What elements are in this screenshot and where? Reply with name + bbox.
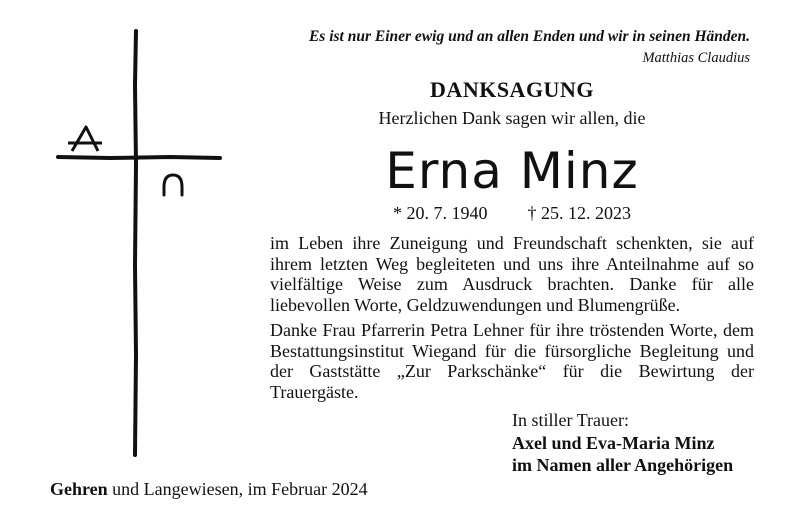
- quote-text: Es ist nur Einer ewig und an allen Enden und wir in seinen Händen.: [308, 28, 750, 45]
- signature-intro: In stiller Trauer:: [512, 410, 629, 430]
- intro-line: Herzlichen Dank sagen wir allen, die: [378, 108, 646, 128]
- quote-author: Matthias Claudius: [642, 50, 750, 66]
- place-date-line: [50, 478, 368, 500]
- signature-relatives: im Namen aller Angehörigen: [512, 455, 734, 475]
- cross-icon: [50, 25, 230, 465]
- document-title: DANKSAGUNG: [430, 77, 594, 102]
- cross-horizontal-beam: [58, 157, 220, 158]
- deceased-name: Erna Minz: [385, 142, 639, 200]
- cross-vertical-beam: [135, 31, 136, 455]
- death-date: † 25. 12. 2023: [527, 203, 631, 223]
- birth-date: * 20. 7. 1940: [393, 203, 488, 223]
- place-rest: und Langewiesen, im Februar 2024: [107, 479, 368, 499]
- thanks-paragraph: im Leben ihre Zuneigung und Freundschaft schenkten, sie auf ihrem letzten Weg begleiteten und uns ihre Anteilnahme auf so vielfältige Weise zum Ausdruck brachten. Danke für alle liebevollen Worte, Geldzuwendungen und Blumengrüße.: [270, 233, 754, 315]
- omega-symbol: [164, 175, 182, 195]
- alpha-symbol: [68, 127, 102, 151]
- life-dates: [270, 201, 754, 225]
- signature-names: Axel und Eva-Maria Minz: [512, 433, 715, 453]
- place-town: Gehren: [50, 479, 108, 499]
- thanks-paragraph-2: Danke Frau Pfarrerin Petra Lehner für ihre tröstenden Worte, dem Bestattungsinstitut Wiegand für die fürsorgliche Begleitung und der Gaststätte „Zur Parkschänke“ für die Bewirtung der Trauergäste.: [270, 320, 754, 402]
